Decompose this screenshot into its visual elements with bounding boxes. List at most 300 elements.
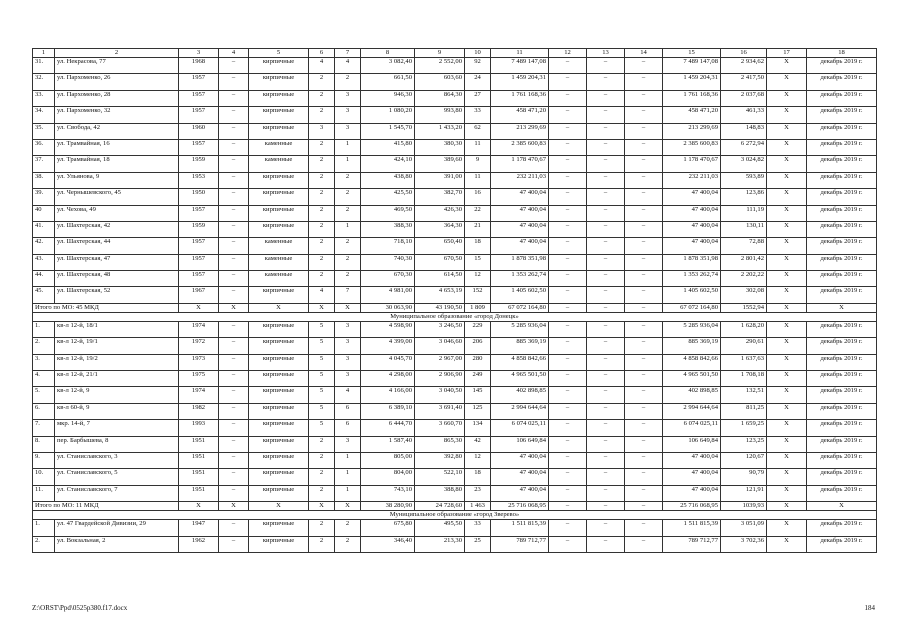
table-cell: – — [587, 387, 625, 403]
table-cell: X — [767, 139, 807, 155]
table-cell: 1 178 470,67 — [491, 156, 549, 172]
table-cell: кв-л 12-й, 9 — [55, 387, 179, 403]
table-cell: 7 489 147,08 — [491, 58, 549, 74]
table-cell: – — [549, 172, 587, 188]
table-cell: 1 — [335, 221, 361, 237]
table-cell: X — [767, 321, 807, 337]
table-cell: кирпичные — [249, 107, 309, 123]
table-cell: 3 — [335, 436, 361, 452]
table-cell: 426,30 — [415, 205, 465, 221]
table-cell: 290,61 — [721, 338, 767, 354]
table-row — [33, 123, 877, 139]
table-cell: – — [549, 287, 587, 303]
table-cell: – — [219, 271, 249, 287]
table-cell: 2 — [309, 221, 335, 237]
table-cell: 865,30 — [415, 436, 465, 452]
table-cell: 1 809 — [465, 303, 491, 312]
table-row — [33, 420, 877, 436]
table-cell: 885 369,19 — [491, 338, 549, 354]
table-cell: – — [587, 420, 625, 436]
table-cell: 18 — [465, 469, 491, 485]
table-row — [33, 254, 877, 270]
table-cell: 3 082,40 — [361, 58, 415, 74]
table-cell: – — [625, 74, 663, 90]
table-cell: X — [767, 172, 807, 188]
table-cell: 2 — [309, 172, 335, 188]
table-cell: 946,30 — [361, 90, 415, 106]
table-cell: 5 285 936,04 — [491, 321, 549, 337]
table-cell: 743,10 — [361, 485, 415, 501]
table-cell: декабрь 2019 г. — [807, 172, 877, 188]
table-cell: X — [767, 338, 807, 354]
table-cell: 2 906,90 — [415, 371, 465, 387]
table-cell: 424,10 — [361, 156, 415, 172]
table-cell: 40 — [33, 205, 55, 221]
table-cell: кирпичные — [249, 338, 309, 354]
table-cell: декабрь 2019 г. — [807, 452, 877, 468]
table-cell: 614,50 — [415, 271, 465, 287]
table-cell: 718,10 — [361, 238, 415, 254]
table-row — [33, 452, 877, 468]
table-cell: 1953 — [179, 172, 219, 188]
table-cell: 10 — [465, 49, 491, 58]
table-cell: 125 — [465, 403, 491, 419]
table-cell: кирпичные — [249, 520, 309, 536]
table-cell: 1959 — [179, 156, 219, 172]
table-cell: 1951 — [179, 485, 219, 501]
table-cell: 27 — [465, 90, 491, 106]
table-cell: – — [625, 338, 663, 354]
table-cell: 4 — [335, 58, 361, 74]
table-cell: 2 934,62 — [721, 58, 767, 74]
table-cell: 603,60 — [415, 74, 465, 90]
table-cell: – — [549, 123, 587, 139]
table-row — [33, 338, 877, 354]
table-cell: 382,70 — [415, 189, 465, 205]
table-cell: X — [807, 303, 877, 312]
table-cell: – — [549, 271, 587, 287]
table-cell: X — [767, 354, 807, 370]
table-cell: 2 — [309, 156, 335, 172]
table-cell: 302,08 — [721, 287, 767, 303]
table-cell: 495,50 — [415, 520, 465, 536]
table-cell: – — [587, 502, 625, 511]
table-cell: 3 046,60 — [415, 338, 465, 354]
table-cell: декабрь 2019 г. — [807, 221, 877, 237]
table-cell: кирпичные — [249, 321, 309, 337]
table-cell: Муниципальное образование «город Донецк» — [33, 312, 877, 321]
table-cell: ул. Станиславского, 5 — [55, 469, 179, 485]
table-cell: 740,30 — [361, 254, 415, 270]
table-cell: 132,51 — [721, 387, 767, 403]
table-cell: – — [549, 338, 587, 354]
table-cell: – — [625, 485, 663, 501]
table-cell: 2 — [309, 254, 335, 270]
table-cell: 34. — [33, 107, 55, 123]
table-cell: 280 — [465, 354, 491, 370]
table-cell: 232 211,03 — [663, 172, 721, 188]
table-cell: 47 400,04 — [663, 238, 721, 254]
table-row — [33, 536, 877, 552]
table-cell: – — [549, 371, 587, 387]
table-cell: – — [625, 387, 663, 403]
table-cell: пер. Барбышева, 8 — [55, 436, 179, 452]
table-cell: 92 — [465, 58, 491, 74]
table-row — [33, 221, 877, 237]
table-cell: 2 — [309, 189, 335, 205]
table-cell: кирпичные — [249, 189, 309, 205]
table-cell: 1. — [33, 321, 55, 337]
table-cell: 2 — [335, 520, 361, 536]
table-cell: – — [549, 387, 587, 403]
table-cell: 134 — [465, 420, 491, 436]
table-cell: ул. Шахтерская, 44 — [55, 238, 179, 254]
table-cell: 43 190,50 — [415, 303, 465, 312]
table-cell: 1 178 470,67 — [663, 156, 721, 172]
table-cell: X — [767, 452, 807, 468]
table-cell: декабрь 2019 г. — [807, 436, 877, 452]
table-cell: 16 — [465, 189, 491, 205]
table-cell: 522,10 — [415, 469, 465, 485]
table-cell: 1 353 262,74 — [663, 271, 721, 287]
table-cell: – — [625, 221, 663, 237]
table-cell: – — [587, 403, 625, 419]
table-cell: 4 965 501,50 — [491, 371, 549, 387]
table-cell: 1 080,20 — [361, 107, 415, 123]
table-cell: 4 858 842,66 — [663, 354, 721, 370]
table-cell: 213 299,69 — [491, 123, 549, 139]
table-cell: 2 — [309, 139, 335, 155]
table-cell: – — [219, 354, 249, 370]
table-cell: 2 — [309, 74, 335, 90]
table-cell: 650,40 — [415, 238, 465, 254]
table-cell: 3 024,82 — [721, 156, 767, 172]
table-cell: – — [587, 90, 625, 106]
table-cell: 1957 — [179, 254, 219, 270]
table-cell: 2 994 644,64 — [663, 403, 721, 419]
table-cell: – — [549, 354, 587, 370]
table-cell: – — [625, 436, 663, 452]
table-cell: 3 — [179, 49, 219, 58]
table-cell: 2. — [33, 536, 55, 552]
table-cell: – — [587, 156, 625, 172]
table-cell: 4 045,70 — [361, 354, 415, 370]
table-cell: – — [587, 520, 625, 536]
table-cell: – — [549, 205, 587, 221]
table-cell: X — [767, 221, 807, 237]
table-cell: 47 400,04 — [663, 205, 721, 221]
table-cell: – — [587, 189, 625, 205]
table-cell: декабрь 2019 г. — [807, 354, 877, 370]
table-cell: 1959 — [179, 221, 219, 237]
table-row — [33, 238, 877, 254]
table-cell: – — [625, 58, 663, 74]
table-cell: 1 511 815,39 — [491, 520, 549, 536]
table-cell: декабрь 2019 г. — [807, 520, 877, 536]
table-row — [33, 371, 877, 387]
table-cell: – — [219, 189, 249, 205]
table-cell: 42 — [465, 436, 491, 452]
table-cell: 2 — [309, 205, 335, 221]
table-cell: кв-л 60-й, 9 — [55, 403, 179, 419]
table-cell: 7. — [33, 420, 55, 436]
table-cell: – — [219, 74, 249, 90]
table-cell: 2 — [309, 485, 335, 501]
table-cell: X — [767, 238, 807, 254]
table-cell: 9 — [465, 156, 491, 172]
table-cell: – — [625, 189, 663, 205]
table-cell: 2 — [309, 469, 335, 485]
table-row — [33, 387, 877, 403]
table-cell: декабрь 2019 г. — [807, 189, 877, 205]
table-cell: 32. — [33, 74, 55, 90]
table-cell: 15 — [465, 254, 491, 270]
table-cell: 4 — [309, 287, 335, 303]
table-cell: 4 399,00 — [361, 338, 415, 354]
table-cell: 1 — [335, 156, 361, 172]
table-row — [33, 287, 877, 303]
table-cell: ул. Шахтерская, 42 — [55, 221, 179, 237]
table-row — [33, 139, 877, 155]
total-row — [33, 303, 877, 312]
table-cell: 213,30 — [415, 536, 465, 552]
table-cell: X — [309, 303, 335, 312]
table-cell: 47 400,04 — [663, 469, 721, 485]
table-cell: ул. Свобода, 42 — [55, 123, 179, 139]
table-row — [33, 485, 877, 501]
table-cell: 1 — [335, 139, 361, 155]
table-cell: – — [219, 254, 249, 270]
municipality-heading-row — [33, 511, 877, 520]
table-cell: 9. — [33, 452, 55, 468]
table-cell: ул. Станиславского, 7 — [55, 485, 179, 501]
table-cell: 3 — [335, 321, 361, 337]
table-cell: 2 — [309, 436, 335, 452]
table-cell: декабрь 2019 г. — [807, 156, 877, 172]
table-cell: – — [549, 303, 587, 312]
table-cell: кирпичные — [249, 469, 309, 485]
table-cell: X — [219, 502, 249, 511]
table-cell: 232 211,03 — [491, 172, 549, 188]
table-cell: 35. — [33, 123, 55, 139]
table-cell: – — [549, 469, 587, 485]
table-cell: X — [335, 303, 361, 312]
table-cell: X — [767, 502, 807, 511]
table-cell: 392,80 — [415, 452, 465, 468]
table-cell: 3 691,40 — [415, 403, 465, 419]
table-cell: 6 389,10 — [361, 403, 415, 419]
table-cell: 2 — [335, 205, 361, 221]
table-cell: декабрь 2019 г. — [807, 287, 877, 303]
table-row — [33, 469, 877, 485]
table-cell: 864,30 — [415, 90, 465, 106]
table-cell: – — [625, 254, 663, 270]
table-cell: 415,80 — [361, 139, 415, 155]
table-cell: кв-л 12-й, 19/2 — [55, 354, 179, 370]
housing-repair-table — [32, 48, 877, 553]
table-cell: 3. — [33, 354, 55, 370]
table-cell: – — [549, 502, 587, 511]
table-cell: 7 — [335, 49, 361, 58]
table-cell: – — [625, 469, 663, 485]
table-cell: – — [625, 287, 663, 303]
table-cell: кирпичные — [249, 123, 309, 139]
table-cell: 1957 — [179, 90, 219, 106]
table-cell: 1 637,63 — [721, 354, 767, 370]
table-cell: – — [587, 321, 625, 337]
table-cell: – — [219, 338, 249, 354]
table-cell: кирпичные — [249, 221, 309, 237]
table-cell: X — [767, 189, 807, 205]
table-cell: – — [587, 485, 625, 501]
table-cell: 38. — [33, 172, 55, 188]
table-cell: ул. Некрасова, 77 — [55, 58, 179, 74]
table-cell: 1 — [335, 452, 361, 468]
table-cell: 2 417,50 — [721, 74, 767, 90]
document-page — [32, 48, 876, 553]
table-cell: – — [625, 420, 663, 436]
table-cell: Итого по МО: 11 МКД — [33, 502, 179, 511]
table-cell: кирпичные — [249, 287, 309, 303]
table-cell: X — [309, 502, 335, 511]
table-cell: – — [587, 354, 625, 370]
table-cell: 22 — [465, 205, 491, 221]
table-cell: – — [625, 354, 663, 370]
table-cell: – — [625, 271, 663, 287]
table-cell: Муниципальное образование «город Зверево» — [33, 511, 877, 520]
table-cell: – — [219, 221, 249, 237]
table-cell: X — [767, 271, 807, 287]
table-cell: 5 — [309, 321, 335, 337]
table-cell: 805,00 — [361, 452, 415, 468]
table-cell: – — [219, 536, 249, 552]
table-cell: ул. Пархоменко, 32 — [55, 107, 179, 123]
table-cell: X — [767, 303, 807, 312]
table-cell: 67 072 164,80 — [491, 303, 549, 312]
table-cell: ул. Пархоменко, 26 — [55, 74, 179, 90]
table-cell: – — [549, 189, 587, 205]
table-cell: 425,50 — [361, 189, 415, 205]
table-cell: 1 405 602,50 — [663, 287, 721, 303]
table-cell: – — [587, 287, 625, 303]
table-cell: 2 — [309, 271, 335, 287]
table-cell: X — [807, 502, 877, 511]
table-cell: 1 878 351,98 — [663, 254, 721, 270]
table-cell: кирпичные — [249, 452, 309, 468]
table-cell: – — [219, 90, 249, 106]
table-cell: 30 063,90 — [361, 303, 415, 312]
table-cell: ул. Трамвайная, 16 — [55, 139, 179, 155]
table-cell: декабрь 2019 г. — [807, 107, 877, 123]
table-cell: – — [625, 371, 663, 387]
table-cell: 5 — [309, 387, 335, 403]
table-cell: 6 272,94 — [721, 139, 767, 155]
table-cell: – — [549, 107, 587, 123]
table-cell: – — [625, 172, 663, 188]
table-cell: 3 — [335, 354, 361, 370]
table-row — [33, 74, 877, 90]
table-cell: 1957 — [179, 271, 219, 287]
table-cell: 4 — [219, 49, 249, 58]
table-cell: 670,30 — [361, 271, 415, 287]
table-cell: 4 653,19 — [415, 287, 465, 303]
table-cell: 1951 — [179, 436, 219, 452]
table-cell: 47 400,04 — [491, 469, 549, 485]
table-cell: 3 702,36 — [721, 536, 767, 552]
table-cell: – — [625, 502, 663, 511]
table-cell: 3 — [309, 123, 335, 139]
table-cell: – — [587, 58, 625, 74]
table-cell: 14 — [625, 49, 663, 58]
table-cell: кирпичные — [249, 90, 309, 106]
table-cell: 885 369,19 — [663, 338, 721, 354]
table-cell: 47 400,04 — [663, 221, 721, 237]
table-cell: 120,67 — [721, 452, 767, 468]
table-cell: 72,88 — [721, 238, 767, 254]
table-cell: 24 — [465, 74, 491, 90]
table-cell: – — [219, 107, 249, 123]
table-cell: 47 400,04 — [663, 189, 721, 205]
table-cell: – — [625, 536, 663, 552]
table-cell: декабрь 2019 г. — [807, 123, 877, 139]
table-cell: X — [179, 502, 219, 511]
table-cell: декабрь 2019 г. — [807, 403, 877, 419]
table-cell: 21 — [465, 221, 491, 237]
table-cell: 1968 — [179, 58, 219, 74]
table-body — [33, 49, 877, 553]
table-cell: – — [219, 58, 249, 74]
table-cell: 458 471,20 — [663, 107, 721, 123]
table-cell: 37. — [33, 156, 55, 172]
table-cell: X — [767, 107, 807, 123]
table-cell: 47 400,04 — [491, 189, 549, 205]
table-cell: 1993 — [179, 420, 219, 436]
table-cell: кв-л 12-й, 19/1 — [55, 338, 179, 354]
table-cell: 38 280,90 — [361, 502, 415, 511]
table-cell: 1 878 351,98 — [491, 254, 549, 270]
table-cell: 1974 — [179, 387, 219, 403]
table-cell: – — [219, 287, 249, 303]
table-row — [33, 321, 877, 337]
table-cell: кирпичные — [249, 354, 309, 370]
table-cell: X — [767, 205, 807, 221]
table-cell: 11. — [33, 485, 55, 501]
table-cell: X — [249, 502, 309, 511]
table-row — [33, 436, 877, 452]
table-cell: 1 — [33, 49, 55, 58]
table-cell: 2 994 644,64 — [491, 403, 549, 419]
table-cell: – — [219, 156, 249, 172]
table-cell: 4 298,00 — [361, 371, 415, 387]
table-cell: – — [219, 485, 249, 501]
table-cell: 12 — [465, 271, 491, 287]
table-cell: 1982 — [179, 403, 219, 419]
table-cell: 2 — [335, 172, 361, 188]
table-cell: 2 — [335, 238, 361, 254]
table-cell: кирпичные — [249, 420, 309, 436]
table-cell: 4 858 842,66 — [491, 354, 549, 370]
table-cell: 42. — [33, 238, 55, 254]
table-cell: 4 166,00 — [361, 387, 415, 403]
table-cell: декабрь 2019 г. — [807, 536, 877, 552]
table-cell: – — [587, 436, 625, 452]
table-cell: ул. Шахтерская, 47 — [55, 254, 179, 270]
table-cell: X — [767, 520, 807, 536]
table-cell: 17 — [767, 49, 807, 58]
table-cell: 213 299,69 — [663, 123, 721, 139]
table-cell: X — [767, 469, 807, 485]
table-cell: ул. Шахтерская, 48 — [55, 271, 179, 287]
